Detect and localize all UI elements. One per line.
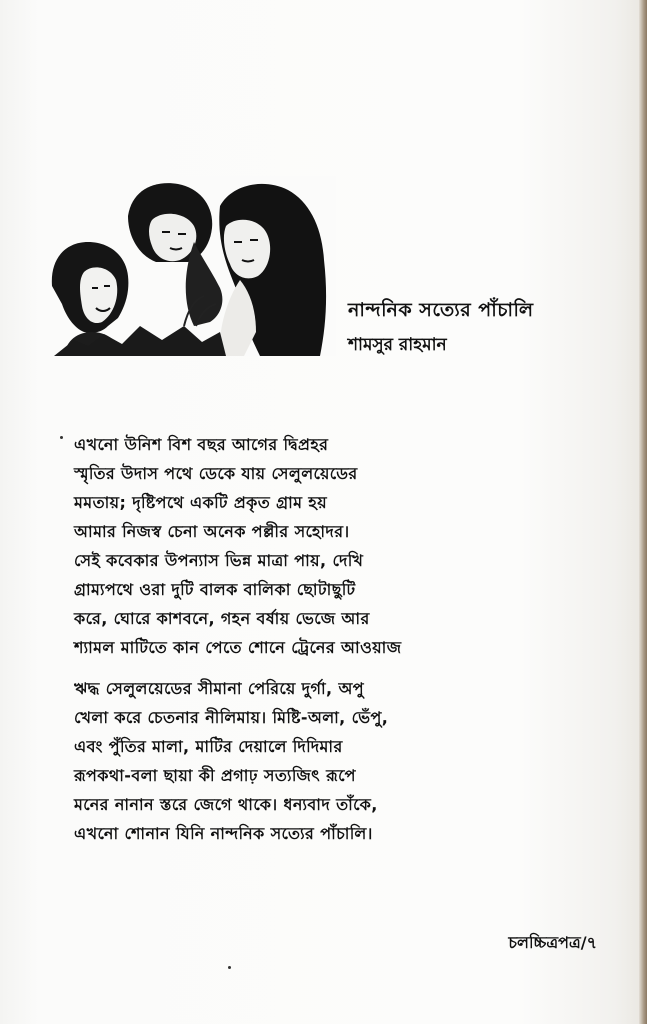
poem-author: শামসুর রাহমান xyxy=(348,335,447,355)
page-footer-label: চলচ্চিত্রপত্র/৭ xyxy=(508,933,597,952)
poem-line: এখনো উনিশ বিশ বছর আগের দ্বিপ্রহর xyxy=(74,435,329,454)
poem-line: আমার নিজস্ব চেনা অনেক পল্লীর সহোদর। xyxy=(74,522,350,541)
poem-stanza-2 xyxy=(74,674,574,848)
poem-stanza-1 xyxy=(74,430,574,662)
poem-line: করে, ঘোরে কাশবনে, গহন বর্ষায় ভেজে আর xyxy=(74,609,370,628)
poem-line: মনের নানান স্তরে জেগে থাকে। ধন্যবাদ তাঁকে, xyxy=(74,795,378,814)
film-still-image xyxy=(44,176,336,356)
poem-line: মমতায়; দৃষ্টিপথে একটি প্রকৃত গ্রাম হয় xyxy=(74,493,328,512)
page-edge-shadow xyxy=(639,0,647,1024)
poem-line: স্মৃতির উদাস পথে ডেকে যায় সেলুলয়েডের xyxy=(74,464,358,483)
poem-line: গ্রাম্যপথে ওরা দুটি বালক বালিকা ছোটাছুটি xyxy=(74,580,356,599)
poem-line: ঋদ্ধ সেলুলয়েডের সীমানা পেরিয়ে দুর্গা, অপু xyxy=(74,679,364,698)
poem-line: শ্যামল মাটিতে কান পেতে শোনে ট্রেনের আওয়াজ xyxy=(74,638,402,657)
print-speck xyxy=(60,436,63,439)
poem-line: এখনো শোনান যিনি নান্দনিক সত্যের পাঁচালি। xyxy=(74,824,373,843)
poem-line: সেই কবেকার উপন্যাস ভিন্ন মাত্রা পায়, দেখি xyxy=(74,551,364,570)
poem-title: নান্দনিক সত্যের পাঁচালি xyxy=(348,299,534,321)
poem-line: এবং পুঁতির মালা, মাটির দেয়ালে দিদিমার xyxy=(74,737,343,756)
print-speck xyxy=(228,966,231,969)
poem-line: রূপকথা-বলা ছায়া কী প্রগাঢ় সত্যজিৎ রূপে xyxy=(74,766,356,785)
poem-line: খেলা করে চেতনার নীলিমায়। মিষ্টি-অলা, ভেঁপু, xyxy=(74,708,389,727)
